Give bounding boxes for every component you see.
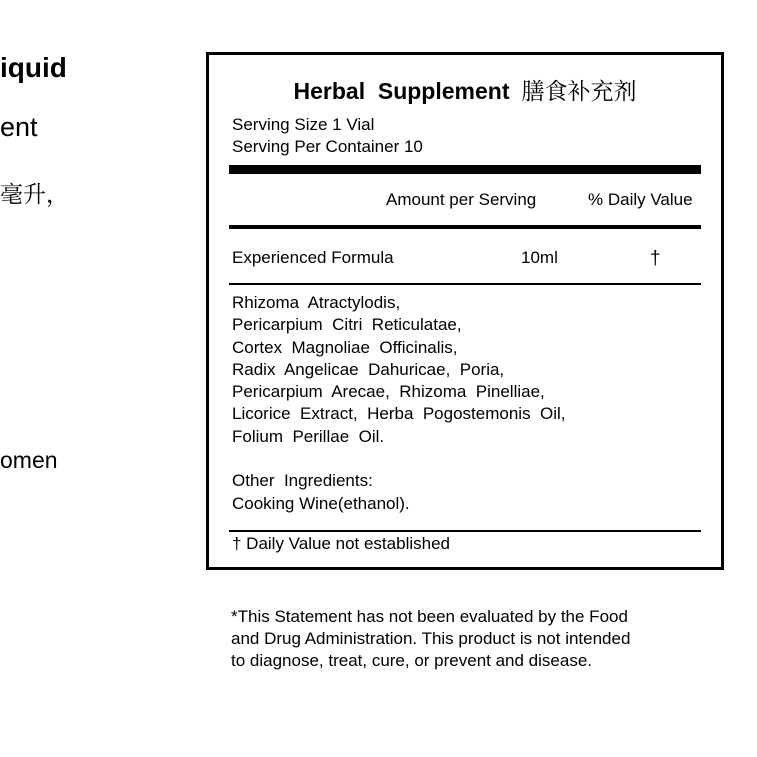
spacer <box>232 448 566 470</box>
left-text-fragment-1: iquid <box>0 52 67 83</box>
ingredient-line: Licorice Extract, Herba Pogostemonis Oil, <box>232 404 566 424</box>
label-title-en: Herbal Supplement <box>293 78 510 104</box>
fda-statement <box>231 606 630 672</box>
other-ingredients-value: Cooking Wine(ethanol). <box>232 493 410 513</box>
dagger-mark: † <box>650 248 661 269</box>
header-amount-per-serving: Amount per Serving <box>386 190 537 209</box>
label-title-cn: 膳食补充剂 <box>521 79 637 105</box>
ingredient-line: Cortex Magnoliae Officinalis, <box>232 337 458 357</box>
statement-line: to diagnose, treat, cure, or prevent and disease. <box>231 651 593 670</box>
serving-size: Serving Size 1 Vial <box>232 115 375 134</box>
statement-line: *This Statement has not been evaluated by the Food <box>231 607 628 626</box>
ingredient-line: Pericarpium Arecae, Rhizoma Pinelliae, <box>232 382 545 402</box>
medium-divider <box>229 225 701 229</box>
header-daily-value: % Daily Value <box>588 190 693 209</box>
footnote: † Daily Value not established <box>232 534 450 553</box>
ingredient-line: Rhizoma Atractylodis, <box>232 293 401 312</box>
other-ingredients-label: Other Ingredients: <box>232 471 373 491</box>
left-text-fragment-2: ent <box>0 112 38 142</box>
left-text-fragment-3: 毫升， <box>0 182 69 208</box>
left-text-fragment-4: omen <box>0 447 58 473</box>
ingredient-line: Radix Angelicae Dahuricae, Poria, <box>232 359 505 379</box>
label-title <box>209 73 721 106</box>
ingredients-list <box>232 292 566 515</box>
ingredient-line: Folium Perillae Oil. <box>232 426 385 446</box>
formula-amount: 10ml <box>521 248 558 267</box>
thick-divider <box>229 165 701 174</box>
statement-line: and Drug Administration. This product is not intended <box>231 629 631 648</box>
supplement-facts-panel <box>206 52 724 570</box>
formula-name: Experienced Formula <box>232 248 394 267</box>
bottom-divider <box>229 530 701 532</box>
ingredient-line: Pericarpium Citri Reticulatae, <box>232 315 462 335</box>
thin-divider <box>229 283 701 285</box>
servings-per-container: Serving Per Container 10 <box>232 137 423 156</box>
